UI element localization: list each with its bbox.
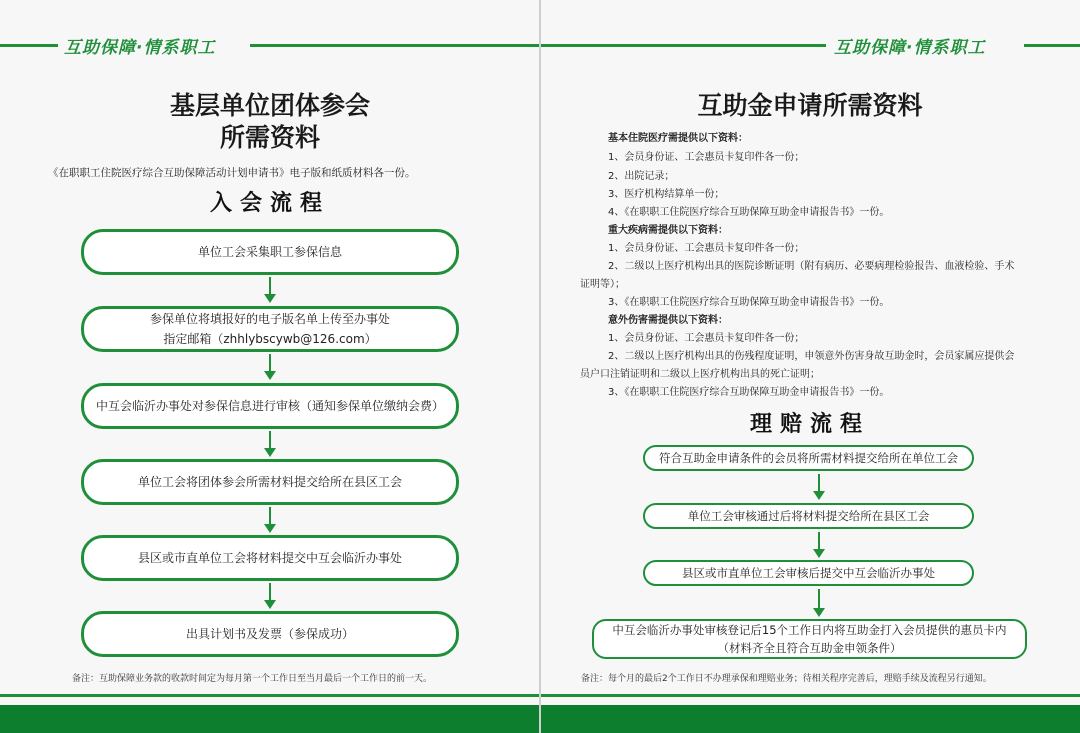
- join-step-3-text: 中互会临沂办事处对参保信息进行审核（通知参保单位缴纳会费）: [95, 399, 444, 413]
- join-step-1: [81, 229, 459, 275]
- join-step-6-text: 出具计划书及发票（参保成功）: [185, 627, 354, 641]
- req-line-13: 2、二级以上医疗机构出具的伤残程度证明，申领意外伤害身故互助金时，会员家属应提供会: [608, 351, 1015, 362]
- req-line-11: 意外伤害需提供以下资料：: [608, 315, 728, 326]
- header-rule-left-a: [0, 44, 58, 47]
- claim-step-4-text-line2: （材料齐全且符合互助金申领条件）: [717, 641, 902, 655]
- join-arrow-1: [264, 277, 276, 303]
- footer-rule-left: [0, 694, 539, 697]
- claim-step-3: [643, 560, 974, 586]
- join-step-1-text: 单位工会采集职工参保信息: [197, 245, 342, 259]
- join-arrow-5: [264, 583, 276, 609]
- left-note: 备注：互助保障业务款的收款时间定为每月第一个工作日至当月最后一个工作日的前一天。: [72, 674, 433, 684]
- footer-band-left: [0, 705, 539, 733]
- req-line-9: 证明等）；: [580, 279, 625, 290]
- join-step-2-text-line2: 指定邮箱（zhhlybscywb@126.com）: [163, 332, 377, 346]
- claim-arrow-1: [813, 474, 825, 500]
- join-step-2: [81, 306, 459, 352]
- claim-step-2: [643, 503, 974, 529]
- right-title: 互助金申请所需资料: [697, 91, 923, 120]
- left-title-line2: 所需资料: [219, 123, 320, 152]
- claim-arrow-3: [813, 589, 825, 617]
- join-step-3: [81, 383, 459, 429]
- claim-step-1-text: 符合互助金申请条件的会员将所需材料提交给所在单位工会: [659, 451, 958, 465]
- claim-arrow-2: [813, 532, 825, 558]
- join-step-6: [81, 611, 459, 657]
- join-step-5: [81, 535, 459, 581]
- req-line-2: 1、会员身份证、工会惠员卡复印件各一份；: [608, 152, 805, 163]
- page-divider: [539, 0, 541, 733]
- req-line-3: 2、出院记录；: [608, 171, 675, 182]
- req-line-8: 2、二级以上医疗机构出具的医院诊断证明（附有病历、必要病理检验报告、血液检验、手术: [608, 261, 1015, 272]
- join-step-2-text-line1: 参保单位将填报好的电子版名单上传至办事处: [149, 312, 390, 326]
- header-slogan-left: 互助保障·情系职工: [64, 38, 216, 58]
- req-line-12: 1、会员身份证、工会惠员卡复印件各一份；: [608, 333, 805, 344]
- join-step-5-text: 县区或市直单位工会将材料提交中互会临沂办事处: [137, 551, 402, 565]
- claim-step-1: [643, 445, 974, 471]
- footer-band-right: [541, 705, 1080, 733]
- req-line-1: 基本住院医疗需提供以下资料：: [608, 133, 748, 144]
- header-slogan-right: 互助保障·情系职工: [834, 38, 986, 58]
- req-line-15: 3、《在职职工住院医疗综合互助保障互助金申请报告书》一份。: [608, 387, 890, 398]
- claim-step-2-text: 单位工会审核通过后将材料提交给所在县区工会: [687, 509, 930, 523]
- right-note: 备注：每个月的最后2个工作日不办理承保和理赔业务；待相关程序完善后，理赔手续及流程另行通知。: [581, 674, 992, 684]
- req-line-7: 1、会员身份证、工会惠员卡复印件各一份；: [608, 243, 805, 254]
- join-arrow-4: [264, 507, 276, 533]
- claim-flow-title: 理赔流程: [749, 412, 870, 437]
- header-rule-right-a: [541, 44, 826, 47]
- req-line-4: 3、医疗机构结算单一份；: [608, 189, 725, 200]
- claim-step-4-text-line1: 中互会临沂办事处审核登记后15个工作日内将互助金打入会员提供的惠员卡内: [612, 623, 1007, 637]
- header-rule-right-b: [1024, 44, 1080, 47]
- left-title-line1: 基层单位团体参会: [169, 91, 370, 120]
- join-arrow-2: [264, 354, 276, 380]
- req-line-6: 重大疾病需提供以下资料：: [608, 225, 728, 236]
- claim-step-3-text: 县区或市直单位工会审核后提交中互会临沂办事处: [682, 566, 935, 580]
- footer-rule-right: [541, 694, 1080, 697]
- join-step-4-text: 单位工会将团体参会所需材料提交给所在县区工会: [137, 475, 402, 489]
- header-rule-left-b: [250, 44, 539, 47]
- req-line-5: 4、《在职职工住院医疗综合互助保障互助金申请报告书》一份。: [608, 207, 890, 218]
- claim-step-4: [592, 619, 1027, 659]
- join-arrow-3: [264, 431, 276, 457]
- req-line-14: 员户口注销证明和二级以上医疗机构出具的死亡证明；: [580, 369, 820, 380]
- join-step-4: [81, 459, 459, 505]
- left-intro: 《在职职工住院医疗综合互助保障活动计划申请书》电子版和纸质材料各一份。: [48, 167, 416, 179]
- req-line-10: 3、《在职职工住院医疗综合互助保障互助金申请报告书》一份。: [608, 297, 890, 308]
- join-flow-title: 入会流程: [209, 191, 330, 216]
